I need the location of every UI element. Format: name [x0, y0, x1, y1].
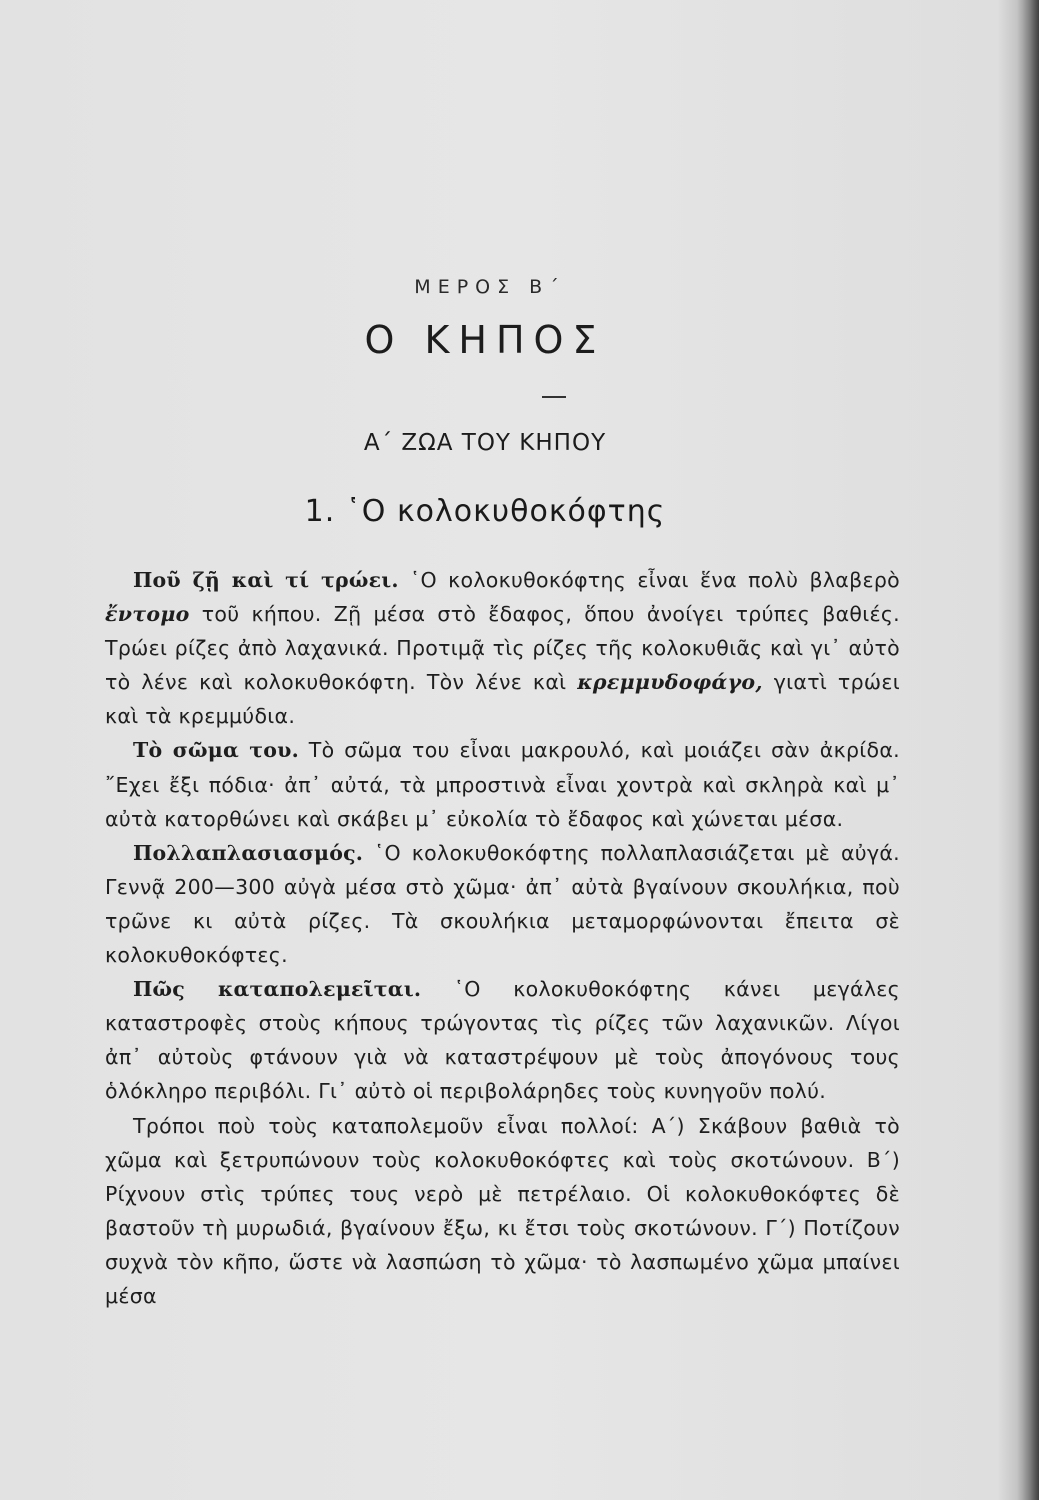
run-in-heading: Ποῦ ζῇ καὶ τί τρώει.: [133, 568, 399, 592]
part-heading: ΜΕΡΟΣ Β΄: [414, 276, 566, 298]
paragraph-habitat: [105, 563, 900, 733]
paragraph-text: Τρόποι ποὺ τοὺς καταπολεμοῦν εἶναι πολλοί: Α΄) Σκάβουν βαθιὰ τὸ χῶμα καὶ ξετρυπώνουν τοὺς κολοκυθοκόφτες καὶ τοὺς σκοτώνουν. Β΄) Ρίχνουν στὶς τρύπες τους νερὸ μὲ πετρέλαιο. Οἱ κολοκυθοκόφτες δὲ βαστοῦν τὴ μυρωδιά, βγαίνουν ἔξω, κι ἔτσι τοὺς σκοτώνουν. Γ΄) Ποτίζουν συχνὰ τὸν κῆπο, ὥστε νὰ λασπώση τὸ χῶμα· τὸ λασπωμένο χῶμα μπαίνει μέσα: [105, 1113, 900, 1308]
paragraph-control: [105, 972, 900, 1108]
emphasized-term: ἔντομο: [105, 602, 190, 627]
section-heading: Α΄ ΖΩΑ ΤΟΥ ΚΗΠΟΥ: [363, 430, 607, 456]
binding-edge-shadow: [1017, 0, 1039, 1500]
chapter-heading: 1. ῾Ο κολοκυθοκόφτης: [304, 494, 666, 529]
paragraph-text: γιατὶ τρώει καὶ τὰ κρεμμύδια.: [105, 670, 900, 729]
title-divider: [542, 396, 566, 398]
run-in-heading: Πολλαπλασιασμός.: [133, 840, 364, 865]
paragraph-methods: [105, 1109, 900, 1314]
paragraph-text: ῾Ο κολοκυθοκόφτης πολλαπλασιάζεται μὲ αὐγά. Γεννᾷ 200—300 αὐγὰ μέσα στὸ χῶμα· ἀπ᾽ αὐτὰ βγαίνουν σκουλήκια, ποὺ τρῶνε κι αὐτὰ ρίζες. Τὰ σκουλήκια μεταμορφώνονται ἔπειτα σὲ κολοκυθοκόφτες.: [105, 840, 900, 968]
emphasized-term: κρεμμυδοφάγο,: [577, 670, 763, 695]
paragraph-text: τοῦ κήπου. Ζῇ μέσα στὸ ἔδαφος, ὅπου ἀνοίγει τρύπες βαθιές. Τρώει ρίζες ἀπὸ λαχανικά. Προτιμᾷ τὶς ρίζες τῆς κολοκυθιᾶς καὶ γι᾽ αὐτὸ τὸ λένε καὶ κολοκυθοκόφτη. Τὸν λένε καὶ: [105, 602, 900, 695]
paragraph-reproduction: [105, 836, 900, 972]
run-in-heading: Τὸ σῶμα του.: [133, 738, 299, 763]
body-text: [105, 563, 900, 1313]
paragraph-body: [105, 733, 900, 835]
paragraph-text: Τὸ σῶμα του εἶναι μακρουλό, καὶ μοιάζει σὰν ἀκρίδα. ῎Εχει ἔξι πόδια· ἀπ᾽ αὐτά, τὰ μπροστινὰ εἶναι χοντρὰ καὶ σκληρὰ καὶ μ᾽ αὐτὰ κατορθώνει καὶ σκάβει μ᾽ εὐκολία τὸ ἔδαφος καὶ χώνεται μέσα.: [105, 738, 900, 831]
paragraph-text: ῾Ο κολοκυθοκόφτης εἶναι ἕνα πολὺ βλαβερὸ: [398, 568, 900, 592]
paragraph-text: ῾Ο κολοκυθοκόφτης κάνει μεγάλες καταστροφὲς στοὺς κήπους τρώγοντας τὶς ρίζες τῶν λαχανικῶν. Λίγοι ἀπ᾽ αὐτοὺς φτάνουν γιὰ νὰ καταστρέψουν μὲ τοὺς ἀπογόνους τους ὁλόκληρο περιβόλι. Γι᾽ αὐτὸ οἱ περιβολάρηδες τοὺς κυνηγοῦν πολύ.: [105, 977, 900, 1104]
run-in-heading: Πῶς καταπολεμεῖται.: [133, 977, 422, 1002]
page-title: Ο ΚΗΠΟΣ: [364, 318, 606, 362]
